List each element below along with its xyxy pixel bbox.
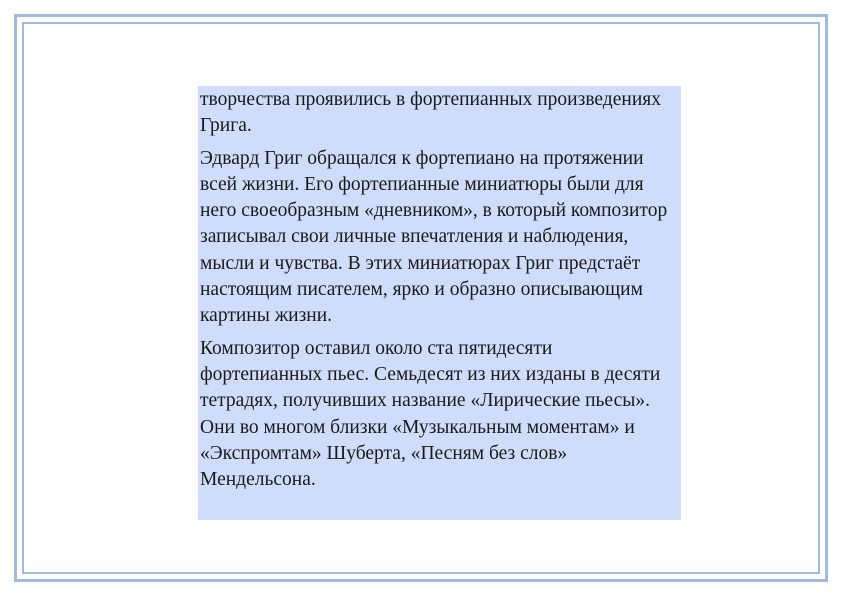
paragraph-1: творчества проявились в фортепианных произведениях Грига. (200, 89, 661, 137)
paragraph-3: Композитор оставил около ста пятидесяти фортепианных пьес. Семьдесят из них изданы в десяти тетрадях, получивших название «Лирические пьесы». Они во многом близки «Музыкальным моментам» и «Экспромтам» Шуберта, «Песням без слов» Мендельсона. (200, 337, 661, 491)
paragraph-2: Эдвард Григ обращался к фортепиано на протяжении всей жизни. Его фортепианные миниатюры были для него своеобразным «дневником», в который композитор записывал свои личные впечатления и наблюдения, мысли и чувства. В этих миниатюрах Григ предстаёт настоящим писателем, ярко и образно описывающим картины жизни. (200, 147, 668, 327)
text-block (198, 86, 681, 520)
